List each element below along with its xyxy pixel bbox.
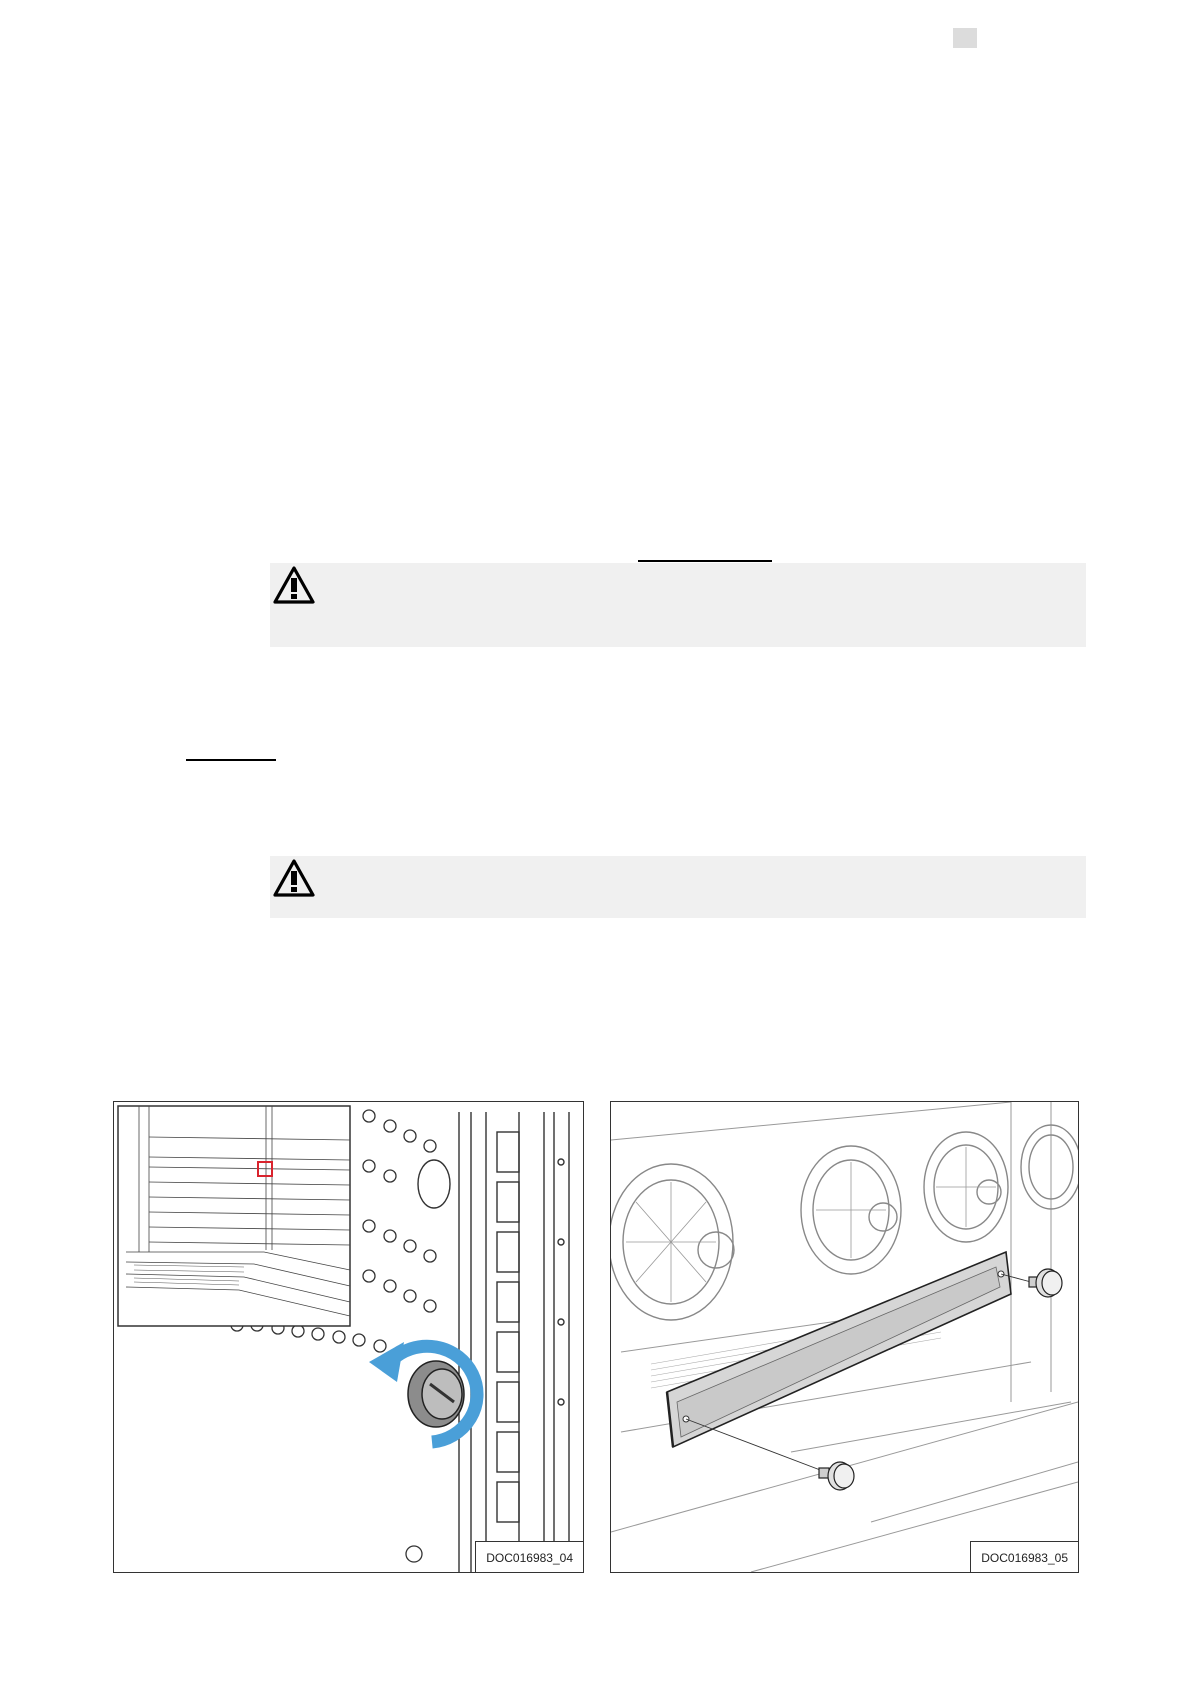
warning-box-2 (270, 856, 1086, 918)
knob-bottom (819, 1462, 854, 1490)
warning-box-1 (270, 563, 1086, 647)
front-cover-panel (667, 1252, 1011, 1447)
knob-top (1029, 1269, 1062, 1297)
underline-mark-top (638, 560, 772, 562)
figure-knob-removal-drawing (114, 1102, 583, 1572)
figure-panel-removal-drawing (611, 1102, 1078, 1572)
warning-triangle-icon (272, 858, 316, 898)
figure-panel-removal (610, 1101, 1079, 1573)
page-number-tab (953, 28, 977, 48)
large-hole (418, 1160, 450, 1208)
figure-label: DOC016983_04 (475, 1541, 583, 1572)
figure-knob-removal (113, 1101, 584, 1573)
inset-cabinet-view (118, 1106, 350, 1326)
hinge-frame (459, 1112, 569, 1572)
figure-label: DOC016983_05 (970, 1541, 1078, 1572)
warning-triangle-icon (272, 565, 316, 605)
knob (408, 1361, 464, 1427)
underline-mark-left (186, 759, 276, 761)
